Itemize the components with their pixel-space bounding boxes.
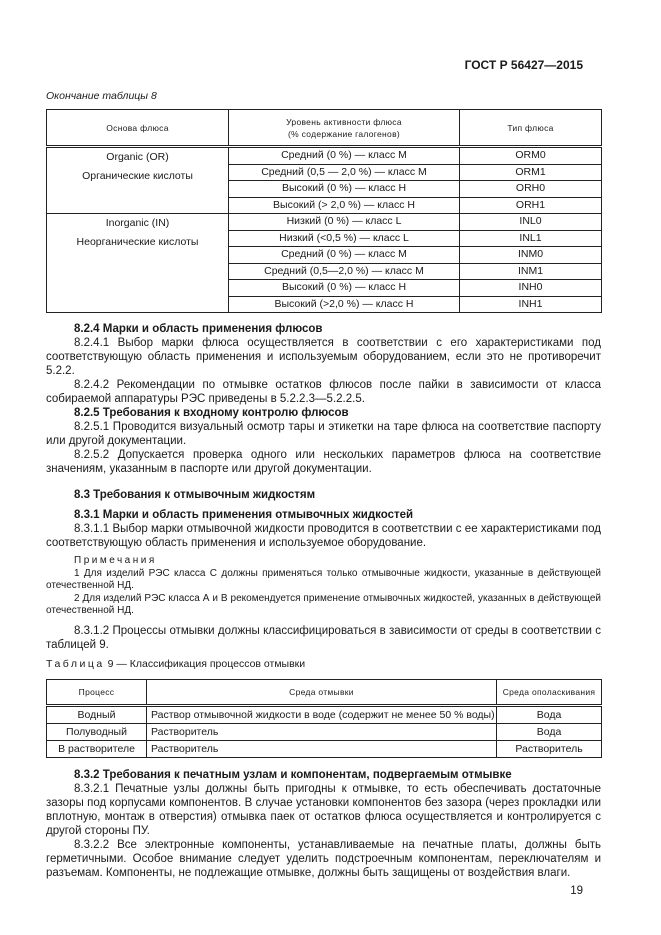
paragraph: 8.3.2.2 Все электронные компоненты, устанавливаемые на печатные платы, должны быть герметичными. Особое внимание следует уделить подстроечным компонентам, переключателям и разъемам. Компоненты, не подлежащие отмывке, должны быть защищены от воздействия влаги. <box>46 838 601 879</box>
paragraph: 8.2.4.2 Рекомендации по отмывке остатков флюсов после пайки в зависимости от класса собираемой аппаратуры РЭС приведены в 5.2.2.3—5.2.2.5. <box>46 379 601 405</box>
section-8-3-2 <box>46 768 601 880</box>
flux-type: INH1 <box>460 296 602 313</box>
caption-word: Таблица <box>46 657 105 670</box>
paragraph: 8.3.1.2 Процессы отмывки должны классифицироваться в зависимости от среды в соответствии с таблицей 9. <box>46 624 601 651</box>
flux-type: ORM0 <box>460 147 602 165</box>
activity-level: Высокий (> 2,0 %) — класс Н <box>229 197 460 214</box>
column-header <box>229 110 460 147</box>
table-header-row <box>47 110 602 147</box>
activity-level: Средний (0 %) — класс М <box>229 147 460 165</box>
process: В растворителе <box>47 740 147 757</box>
flux-base-cell <box>47 147 229 214</box>
wash-medium: Растворитель <box>147 723 497 740</box>
section-8-2-4-8-2-5 <box>46 322 601 476</box>
paragraph: 8.3.1.1 Выбор марки отмывочной жидкости проводится в соответствии с ее характеристиками под соответствующую область применения и используемое оборудование. <box>46 523 601 549</box>
rinse-medium: Вода <box>497 723 602 740</box>
table9-caption <box>46 658 601 671</box>
section-8-3-1-2 <box>46 624 601 652</box>
table8-caption: Окончание таблицы 8 <box>46 90 157 102</box>
paragraph: 8.3.2.1 Печатные узлы должны быть пригодны к отмывке, то есть обеспечивать достаточные зазоры под корпусами компонентов. В случае установки компонентов без зазора (через прокладки или вплотную, монтаж в отверстия) отмывка паек от остатков флюса осуществляется и контролируется с другой стороны ПУ. <box>46 782 601 837</box>
paragraph: 8.2.4.1 Выбор марки флюса осуществляется в соответствии с его характеристиками под соответствующую область применения и используемым оборудованием, если это не противоречит 5.2.2. <box>46 337 601 377</box>
note: 2 Для изделий РЭС класса А и В рекомендуется применение отмывочных жидкостей, указанных в действующей отечественной НД. <box>46 592 601 616</box>
activity-level: Низкий (0 %) — класс L <box>229 214 460 231</box>
section-heading: 8.3.2 Требования к печатным узлам и компонентам, подвергаемым отмывке <box>74 768 512 781</box>
section-heading: 8.2.4 Марки и область применения флюсов <box>74 323 323 335</box>
flux-base-en: Organic (OR) <box>106 151 169 163</box>
activity-level: Высокий (>2,0 %) — класс Н <box>229 296 460 313</box>
flux-base-cell <box>47 214 229 313</box>
column-header: Среда отмывки <box>147 679 497 705</box>
activity-level: Средний (0,5 — 2,0 %) — класс М <box>229 164 460 181</box>
section-heading: 8.3 Требования к отмывочным жидкостям <box>74 489 316 501</box>
rinse-medium: Растворитель <box>497 740 602 757</box>
process: Водный <box>47 705 147 723</box>
table-row <box>47 705 602 723</box>
column-header: Среда ополаскивания <box>497 679 602 705</box>
activity-level: Средний (0,5—2,0 %) — класс М <box>229 263 460 280</box>
notes-block <box>46 555 601 618</box>
header-line: Уровень активности флюса <box>286 116 402 127</box>
activity-level: Высокий (0 %) — класс Н <box>229 280 460 297</box>
flux-type: ORH1 <box>460 197 602 214</box>
flux-type: ORM1 <box>460 164 602 181</box>
flux-type: INM1 <box>460 263 602 280</box>
page-number: 19 <box>570 884 583 897</box>
activity-level: Средний (0 %) — класс М <box>229 247 460 264</box>
table-row <box>47 147 602 165</box>
rinse-medium: Вода <box>497 705 602 723</box>
flux-base-ru: Органические кислоты <box>82 170 193 182</box>
flux-type: INH0 <box>460 280 602 297</box>
table-header-row <box>47 679 602 705</box>
section-8-3-1 <box>46 508 601 550</box>
wash-medium: Растворитель <box>147 740 497 757</box>
document-page <box>46 58 601 898</box>
wash-medium: Раствор отмывочной жидкости в воде (содержит не менее 50 % воды) <box>147 705 497 723</box>
table-9 <box>46 679 602 758</box>
caption-title: 9 — Классификация процессов отмывки <box>107 657 306 670</box>
header-line: (% содержание галогенов) <box>287 128 401 139</box>
flux-base-en: Inorganic (IN) <box>105 217 170 229</box>
section-heading: 8.2.5 Требования к входному контролю флюсов <box>74 407 349 419</box>
note: 1 Для изделий РЭС класса С должны применяться только отмывочные жидкости, указанные в действующей отечественной НД. <box>46 567 601 591</box>
process: Полуводный <box>47 723 147 740</box>
activity-level: Низкий (<0,5 %) — класс L <box>229 230 460 247</box>
flux-type: INL1 <box>460 230 602 247</box>
document-header: ГОСТ Р 56427—2015 <box>464 58 583 72</box>
column-header: Тип флюса <box>460 110 602 147</box>
paragraph: 8.2.5.2 Допускается проверка одного или нескольких параметров флюса на соответствие значениям, указанным в паспорте или другой документации. <box>46 449 601 475</box>
column-header: Процесс <box>47 679 147 705</box>
notes-title: Примечания <box>74 555 157 566</box>
column-header: Основа флюса <box>47 110 229 147</box>
section-8-3 <box>46 488 601 502</box>
table-8 <box>46 109 602 313</box>
section-heading: 8.3.1 Марки и область применения отмывочных жидкостей <box>74 509 414 521</box>
table-row <box>47 723 602 740</box>
flux-base-ru: Неорганические кислоты <box>76 236 199 248</box>
table-row <box>47 214 602 231</box>
activity-level: Высокий (0 %) — класс Н <box>229 181 460 198</box>
flux-type: ORH0 <box>460 181 602 198</box>
flux-type: INM0 <box>460 247 602 264</box>
table-row <box>47 740 602 757</box>
paragraph: 8.2.5.1 Проводится визуальный осмотр тары и этикетки на таре флюса на соответствие паспорту или другой документации. <box>46 421 601 447</box>
flux-type: INL0 <box>460 214 602 231</box>
